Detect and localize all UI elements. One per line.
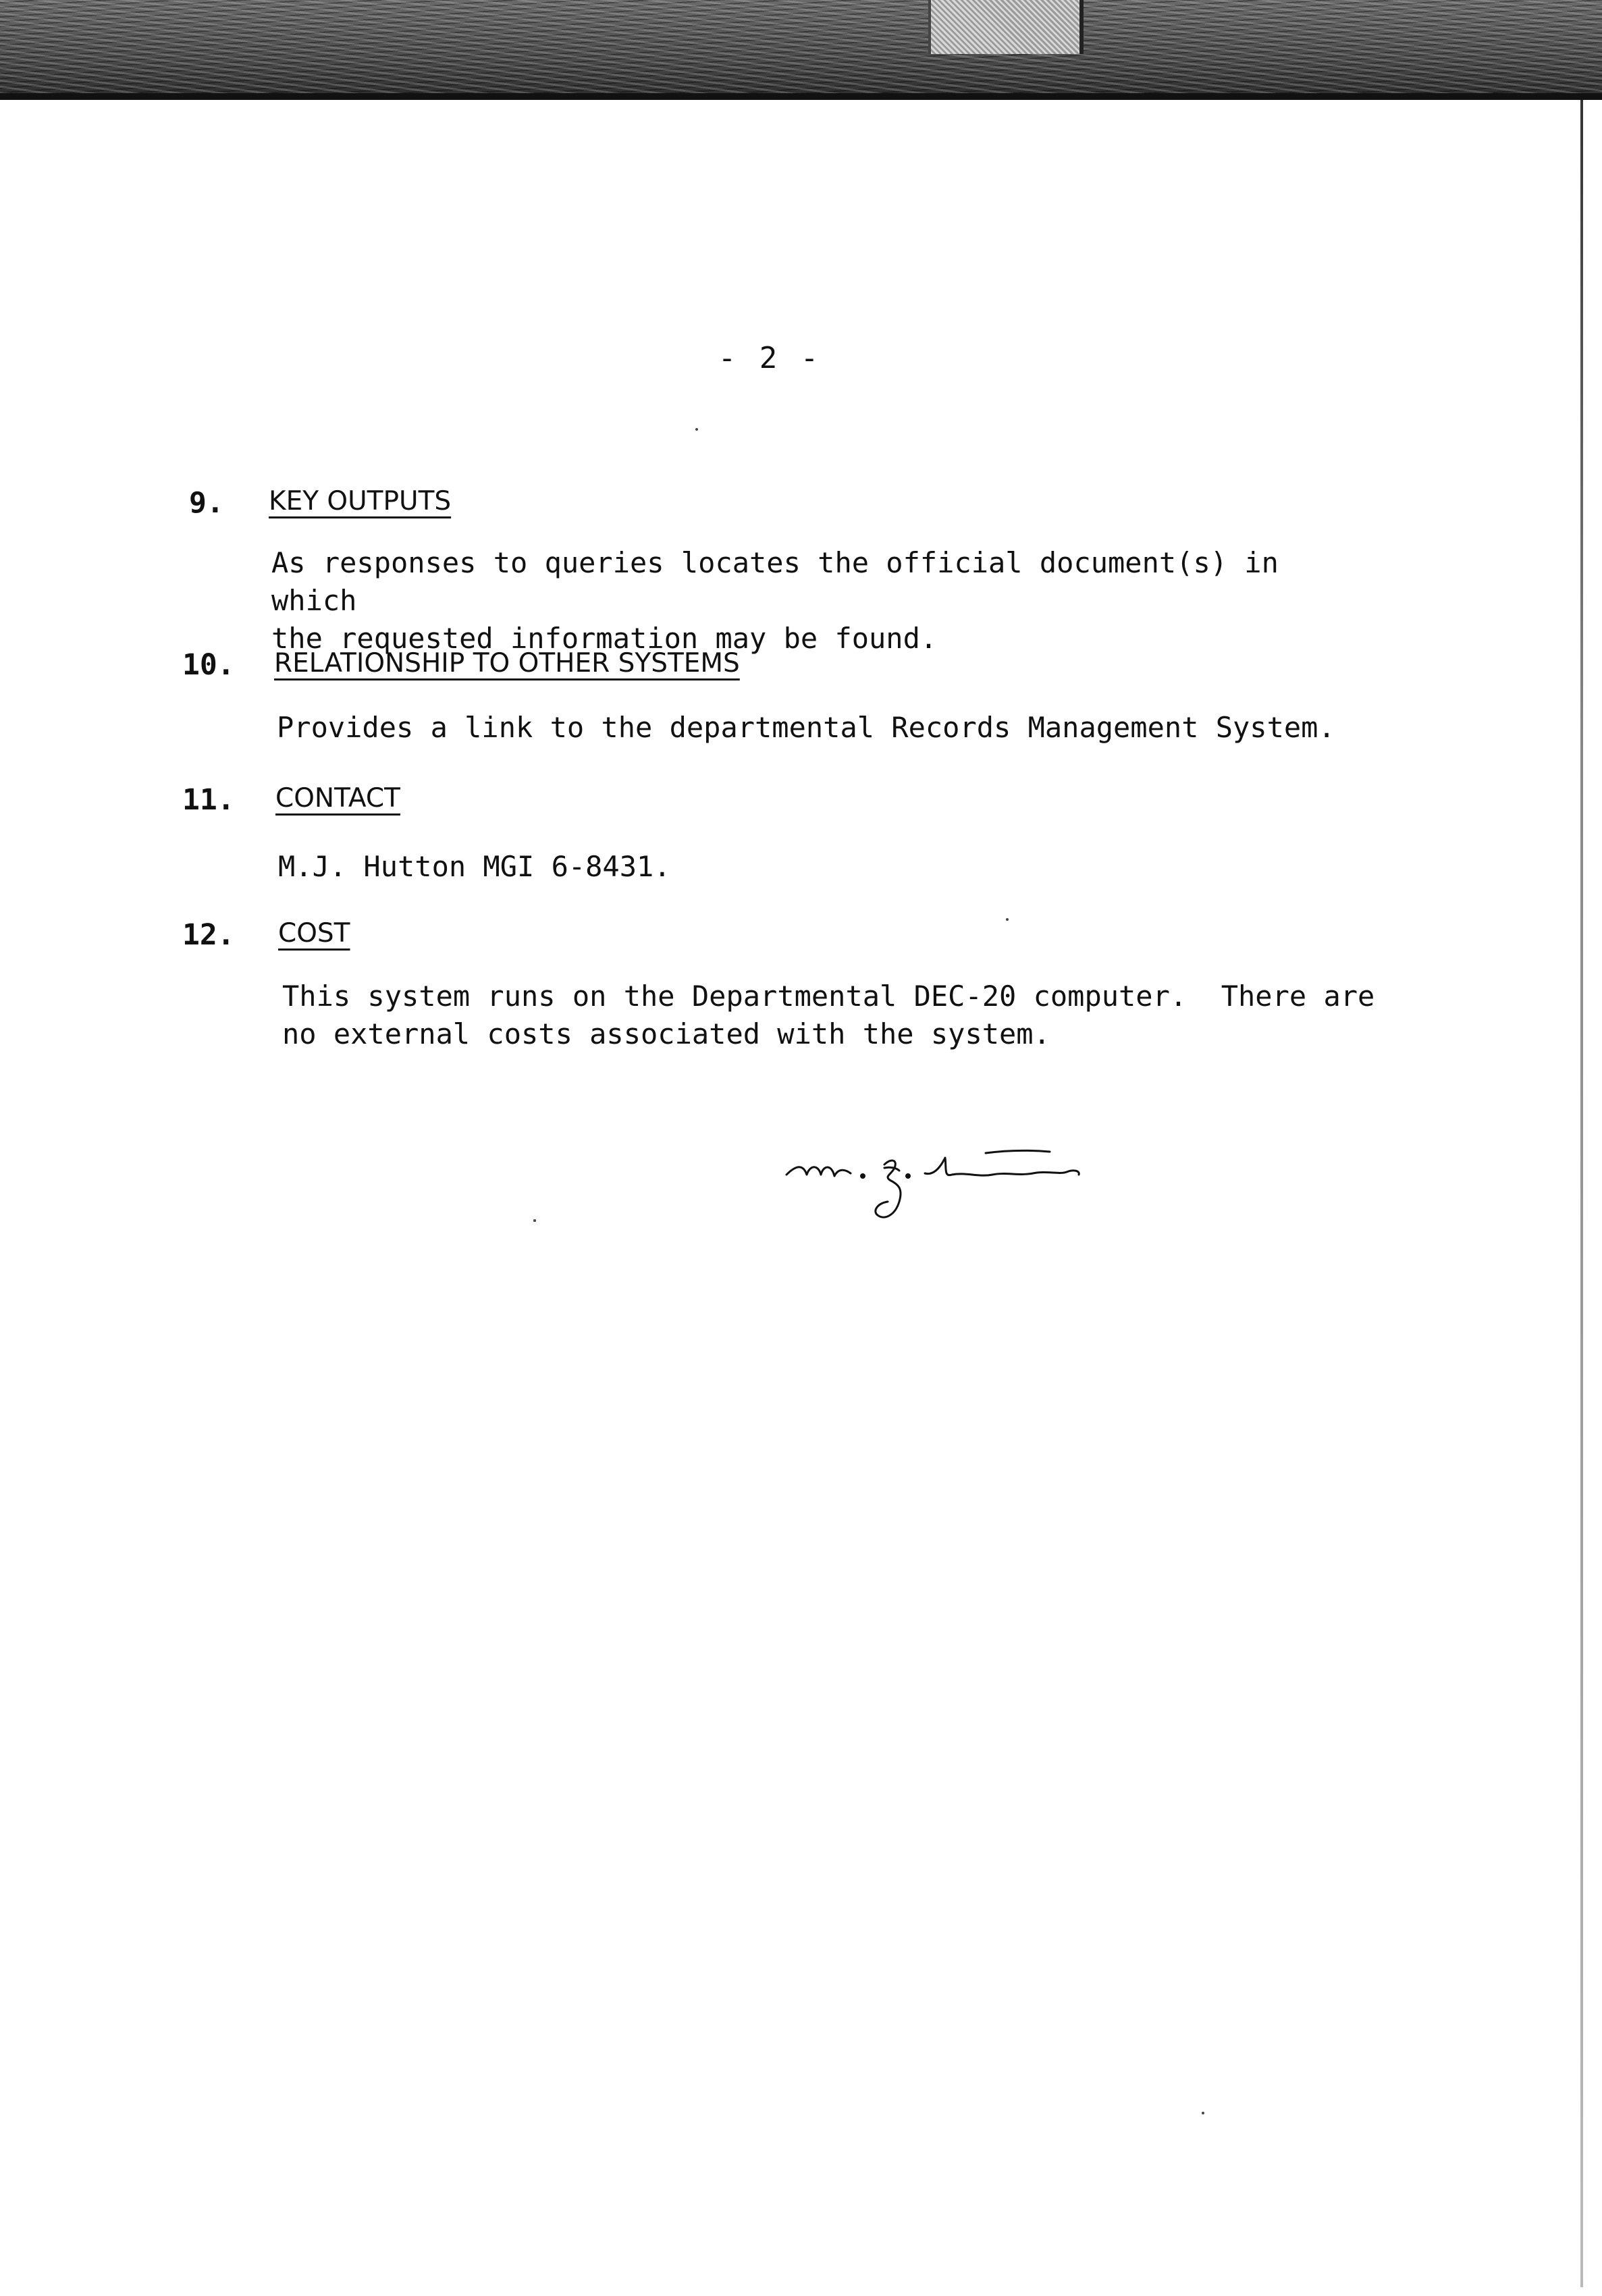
section-body: As responses to queries locates the official document(s) in which the requested information may be found.	[271, 546, 1279, 655]
scan-tape-patch	[928, 0, 1084, 54]
page-number: - 2 -	[718, 341, 822, 375]
section-heading: RELATIONSHIP TO OTHER SYSTEMS	[274, 648, 740, 678]
section-number: 10.	[182, 648, 235, 682]
section-body: Provides a link to the departmental Records Management System.	[277, 711, 1335, 744]
scan-header-band	[0, 0, 1602, 100]
section-body: This system runs on the Departmental DEC-20 computer. There are no external costs associated with the system.	[282, 980, 1375, 1050]
scan-speck	[1006, 918, 1009, 921]
scan-speck	[533, 1219, 536, 1222]
section-number: 12.	[182, 918, 235, 952]
scan-speck	[1202, 2112, 1204, 2114]
scan-speck	[695, 428, 698, 431]
handwritten-signature	[783, 1127, 1175, 1262]
section-body: M.J. Hutton MGI 6-8431.	[278, 850, 671, 883]
scan-edge-shadow	[0, 93, 1602, 100]
section-heading: KEY OUTPUTS	[269, 486, 452, 516]
section-number: 11.	[182, 783, 235, 817]
section-heading: CONTACT	[275, 783, 400, 813]
page-edge-line	[1580, 100, 1583, 2287]
section-heading: COST	[278, 918, 350, 949]
section-number: 9.	[189, 486, 224, 520]
